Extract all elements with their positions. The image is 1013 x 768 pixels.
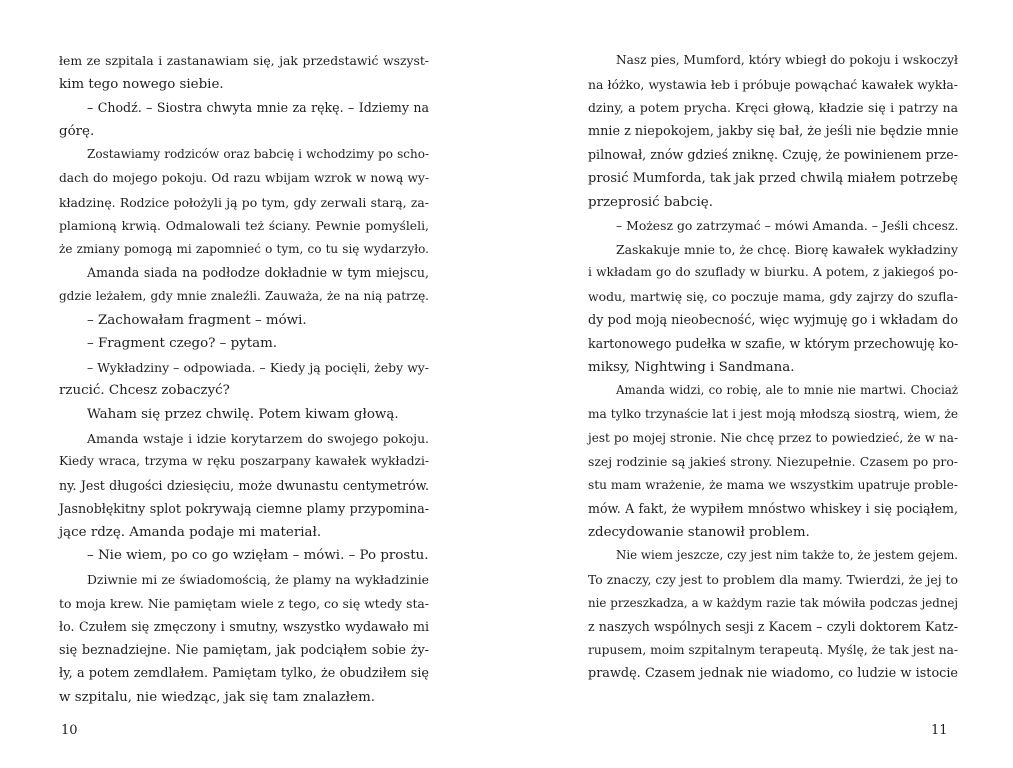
right-page [588, 49, 958, 686]
text-line: rzucić. Chcesz zobaczyć? [59, 383, 230, 399]
text-line: Dziwnie mi ze świadomością, że plamy na wykładzinie [87, 572, 429, 588]
text-line: i wkładam go do szuflady w biurku. A potem, z jakiegoś po- [588, 265, 958, 280]
text-line: górę. [59, 123, 95, 139]
text-line: stu mam wrażenie, że mama we wszystkim upatruje proble- [588, 477, 958, 492]
text-line: Waham się przez chwilę. Potem kiwam głową. [87, 406, 399, 422]
text-line: kim tego nowego siebie. [59, 76, 224, 92]
text-line: plamioną krwią. Odmalowali też ściany. Pewnie pomyśleli, [59, 218, 429, 234]
text-line: Amanda widzi, co robię, ale to mnie nie martwi. Chociaż [616, 383, 958, 398]
text-line: pilnował, znów gdzieś zniknę. Czuję, że powinienem prze- [588, 147, 958, 163]
text-line: nie przeszkadza, a w każdym razie tak mówiła podczas jednej [588, 595, 958, 610]
text-line: dziny, a potem prycha. Kręci głową, kładzie się i patrzy na [588, 100, 958, 116]
text-line: szej rodzinie są jakieś strony. Niezupełnie. Czasem po pro- [588, 454, 958, 470]
text-line: Zaskakuje mnie to, że chcę. Biorę kawałek wykładziny [616, 241, 958, 257]
text-line: rupusem, moim szpitalnym terapeutą. Myślę, że tak jest na- [588, 642, 958, 657]
text-line: z naszych wspólnych sesji z Kacem – czyli doktorem Katz- [588, 619, 958, 635]
text-line: Amanda siada na podłodze dokładnie w tym miejscu, [87, 265, 429, 281]
text-line: ło. Czułem się zmęczony i smutny, wszystko wydawało mi [59, 619, 429, 635]
text-line: na łóżko, wystawia łeb i próbuje powąchać kawałek wykła- [588, 76, 958, 92]
text-line: się beznadziejne. Nie pamiętam, jak podciąłem sobie ży- [59, 642, 429, 658]
text-line: ma tylko trzynaście lat i jest moją młodszą siostrą, wiem, że [588, 406, 959, 421]
text-line: ny. Jest długości dziesięciu, może dwunastu centymetrów. [59, 477, 429, 493]
text-line: dy pod moją nieobecność, więc wyjmuję go i wkładam do [588, 312, 959, 328]
text-line: ły, a potem zemdlałem. Pamiętam tylko, że obudziłem się [59, 666, 429, 682]
text-line: dach do mojego pokoju. Od razu wbijam wzrok w nową wy- [59, 170, 429, 185]
text-line: Nie wiem jeszcze, czy jest nim także to, że jestem gejem. [616, 548, 958, 563]
text-line: jest po mojej stronie. Nie chcę przez to powiedzieć, że w na- [588, 430, 958, 445]
page-number-right: 11 [931, 723, 948, 738]
text-line: – Fragment czego? – pytam. [87, 336, 278, 352]
text-line: mnie z niepokojem, jakby się bał, że jeśli nie będzie mnie [588, 123, 959, 139]
text-line: kartonowego pudełka w szafie, w którym przechowuję ko- [588, 336, 959, 352]
text-line: Amanda wstaje i idzie korytarzem do swojego pokoju. [87, 430, 429, 446]
text-line: prawdę. Czasem jednak nie wiadomo, co ludzie w istocie [588, 666, 958, 682]
text-line: Nasz pies, Mumford, który wbiegł do pokoju i wskoczył [616, 53, 958, 67]
text-line: kładzinę. Rodzice położyli ją po tym, gdy zerwali starą, za- [59, 194, 429, 210]
text-line: łem ze szpitala i zastanawiam się, jak przedstawić wszyst- [59, 53, 429, 68]
text-line: – Wykładziny – odpowiada. – Kiedy ją pocięli, żeby wy- [87, 359, 429, 375]
text-line: prosić Mumforda, tak jak przed chwilą miałem potrzebę [588, 170, 958, 186]
text-line: – Nie wiem, po co go wzięłam – mówi. – Po prostu. [87, 548, 429, 564]
text-line: Jasnobłękitny splot pokrywają ciemne plamy przypomina- [59, 501, 429, 517]
text-line: To znaczy, czy jest to problem dla mamy. Twierdzi, że jej to [588, 572, 958, 588]
text-line: miksy, Nightwing i Sandmana. [588, 359, 795, 375]
text-line: – Zachowałam fragment – mówi. [87, 312, 307, 328]
text-line: przeprosić babcię. [588, 194, 713, 210]
text-line: mów. A fakt, że wypiłem mnóstwo whiskey i się pociąłem, [588, 501, 958, 517]
text-line: Zostawiamy rodziców oraz babcię i wchodzimy po scho- [87, 147, 429, 162]
text-line: Kiedy wraca, trzyma w ręku poszarpany kawałek wykładzi- [59, 454, 429, 469]
text-line: – Możesz go zatrzymać – mówi Amanda. – Jeśli chcesz. [616, 218, 959, 234]
text-line: zdecydowanie stanowił problem. [588, 524, 810, 540]
text-line: jące rdzę. Amanda podaje mi materiał. [59, 524, 322, 540]
text-line: że zmiany pomogą mi zapomnieć o tym, co tu się wydarzyło. [59, 241, 429, 256]
text-line: to moja krew. Nie pamiętam wiele z tego, co się wtedy sta- [59, 595, 429, 611]
text-line: gdzie leżałem, gdy mnie znaleźli. Zauważa, że na nią patrzę. [59, 288, 429, 303]
page-number-left: 10 [61, 723, 78, 738]
text-line: wodu, martwię się, co poczuje mama, gdy zajrzy do szufla- [588, 288, 958, 304]
text-line: – Chodź. – Siostra chwyta mnie za rękę. – Idziemy na [87, 100, 429, 116]
text-line: w szpitalu, nie wiedząc, jak się tam znalazłem. [59, 690, 376, 706]
left-page [59, 49, 429, 710]
